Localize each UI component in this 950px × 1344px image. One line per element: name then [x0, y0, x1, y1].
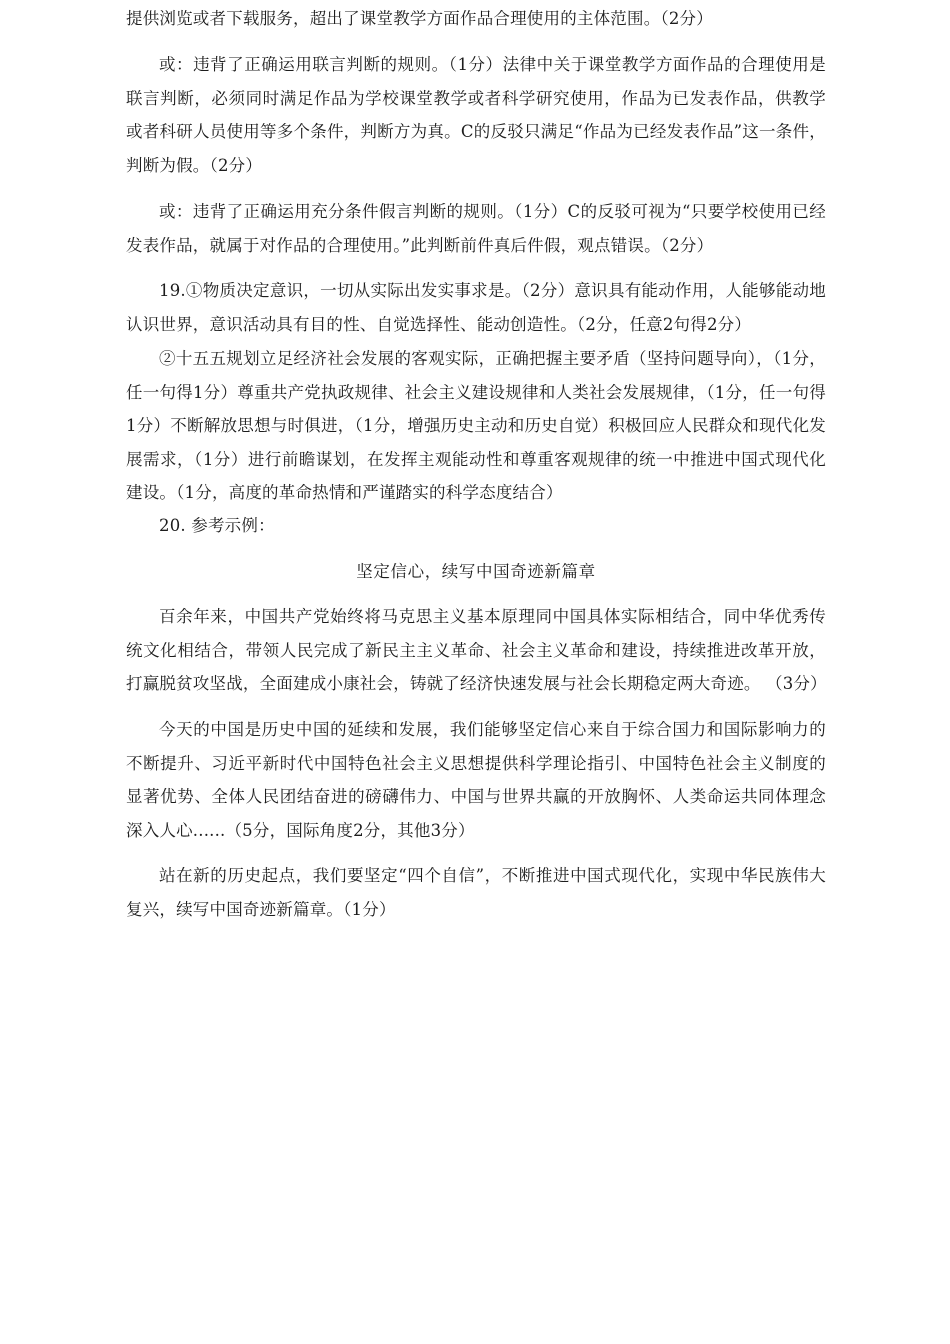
paragraph-essay-history: 百余年来，中国共产党始终将马克思主义基本原理同中国具体实际相结合，同中华优秀传统文化相结合，带领人民完成了新民主主义革命、社会主义革命和建设，持续推进改革开放，打赢脱贫攻坚战，全面建成小康社会，铸就了经济快速发展与社会长期稳定两大奇迹。 （3分）: [126, 607, 827, 693]
paragraph-sufficient-condition: 或：违背了正确运用充分条件假言判断的规则。（1分）C的反驳可视为“只要学校使用已经发表作品，就属于对作品的合理使用。”此判断前件真后件假，观点错误。（2分）: [126, 202, 826, 255]
essay-title: 坚定信心，续写中国奇迹新篇章: [356, 562, 596, 581]
paragraph-question-19-part2: ②十五五规划立足经济社会发展的客观实际，正确把握主要矛盾（坚持问题导向），（1分，任一句得1分）尊重共产党执政规律、社会主义建设规律和人类社会发展规律，（1分，任一句得1分）不断解放思想与时俱进，（1分，增强历史主动和历史自觉）积极回应人民群众和现代化发展需求，（1分）进行前瞻谋划，在发挥主观能动性和尊重客观规律的统一中推进中国式现代化建设。（1分，高度的革命热情和严谨踏实的科学态度结合）: [126, 349, 826, 502]
paragraph-essay-confidence: 今天的中国是历史中国的延续和发展，我们能够坚定信心来自于综合国力和国际影响力的不断提升、习近平新时代中国特色社会主义思想提供科学理论指引、中国特色社会主义制度的显著优势、全体人民团结奋进的磅礴伟力、中国与世界共赢的开放胸怀、人类命运共同体理念深入人心......（5分，国际角度2分，其他3分）: [126, 720, 826, 840]
paragraph-essay-conclusion: 站在新的历史起点，我们要坚定“四个自信”，不断推进中国式现代化，实现中华民族伟大复兴，续写中国奇迹新篇章。（1分）: [126, 866, 826, 919]
paragraph-rubric-scope: 提供浏览或者下载服务，超出了课堂教学方面作品合理使用的主体范围。（2分）: [126, 9, 713, 28]
paragraph-question-19-part1: 19.①物质决定意识，一切从实际出发实事求是。（2分）意识具有能动作用，人能够能动地认识世界，意识活动具有目的性、自觉选择性、能动创造性。（2分，任意2句得2分）: [126, 281, 826, 334]
paragraph-conjunctive-judgment: 或：违背了正确运用联言判断的规则。（1分）法律中关于课堂教学方面作品的合理使用是联言判断，必须同时满足作品为学校课堂教学或者科学研究使用，作品为已发表作品，供教学或者科研人员使用等多个条件，判断方为真。C的反驳只满足“作品为已经发表作品”这一条件，判断为假。（2分）: [126, 55, 826, 175]
paragraph-question-20-label: 20. 参考示例：: [159, 516, 275, 535]
